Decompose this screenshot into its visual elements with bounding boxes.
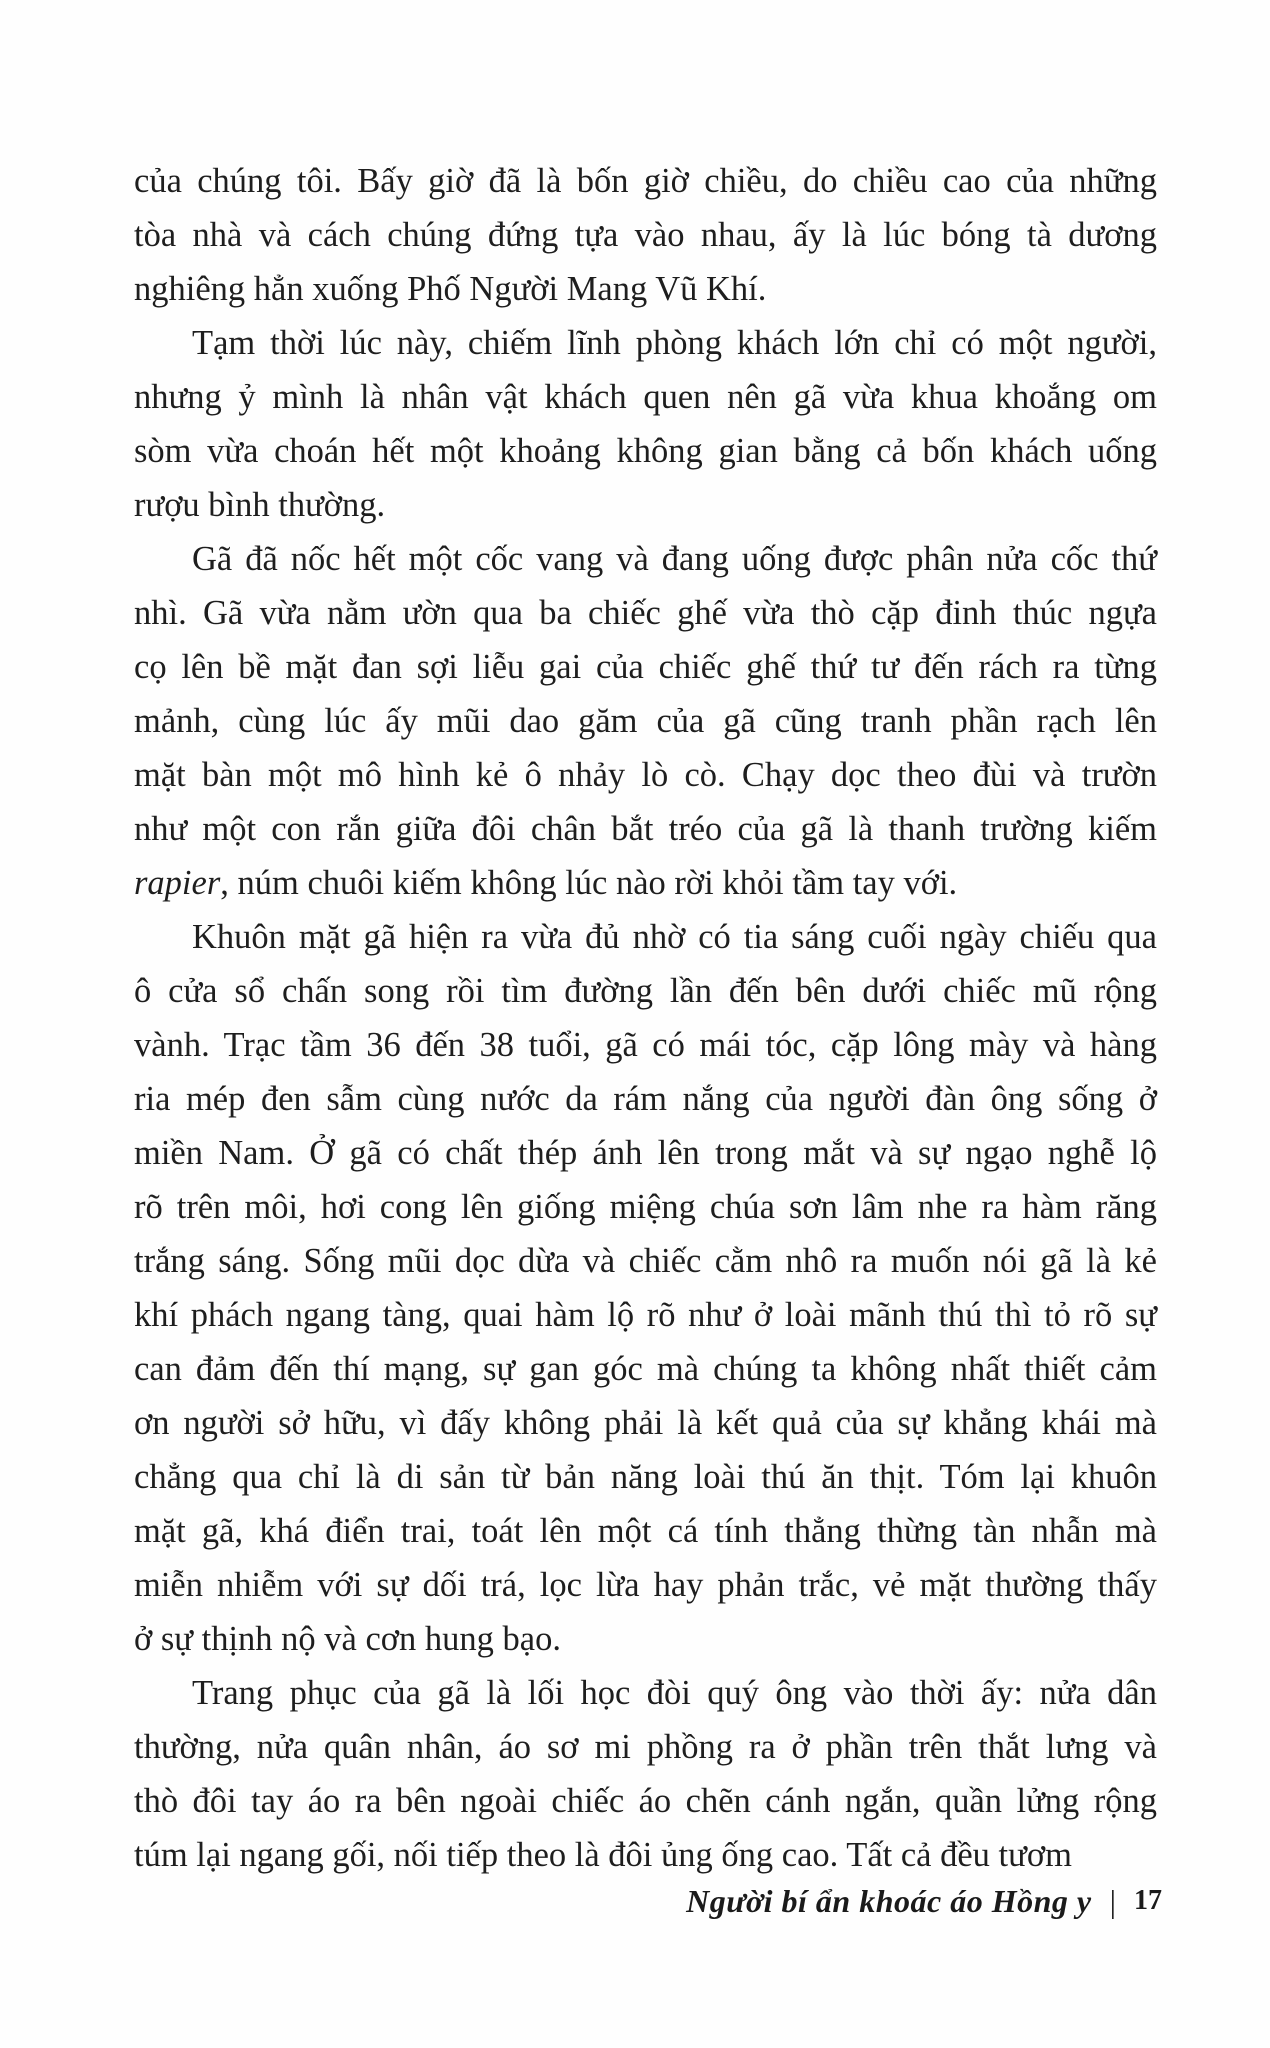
text-line: ơn người sở hữu, vì đấy không phải là kết quả của sự khẳng khái mà	[134, 1404, 1157, 1442]
paragraph	[134, 154, 1157, 316]
text-line: chẳng qua chỉ là di sản từ bản năng loài thú ăn thịt. Tóm lại khuôn	[134, 1458, 1157, 1496]
text-line: ô cửa sổ chấn song rồi tìm đường lần đến bên dưới chiếc mũ rộng	[134, 972, 1157, 1010]
text-line: mảnh, cùng lúc ấy mũi dao găm của gã cũng tranh phần rạch lên	[134, 702, 1157, 740]
page-number: 17	[1134, 1885, 1162, 1916]
text-line: ria mép đen sẫm cùng nước da rám nắng của người đàn ông sống ở	[134, 1080, 1157, 1118]
text-line: ở sự thịnh nộ và cơn hung bạo.	[134, 1620, 561, 1658]
text-line: tòa nhà và cách chúng đứng tựa vào nhau, ấy là lúc bóng tà dương	[134, 216, 1157, 254]
text-line: miễn nhiễm với sự dối trá, lọc lừa hay phản trắc, vẻ mặt thường thấy	[134, 1566, 1157, 1604]
text-line: như một con rắn giữa đôi chân bắt tréo của gã là thanh trường kiếm	[134, 810, 1157, 848]
text-line: mặt bàn một mô hình kẻ ô nhảy lò cò. Chạy dọc theo đùi và trườn	[134, 756, 1157, 794]
text-line: can đảm đến thí mạng, sự gan góc mà chúng ta không nhất thiết cảm	[134, 1350, 1157, 1388]
text-line: Gã đã nốc hết một cốc vang và đang uống được phân nửa cốc thứ	[192, 540, 1157, 578]
text-line: nhì. Gã vừa nằm ườn qua ba chiếc ghế vừa thò cặp đinh thúc ngựa	[134, 594, 1157, 632]
text-line: miền Nam. Ở gã có chất thép ánh lên trong mắt và sự ngạo nghễ lộ	[134, 1134, 1157, 1172]
text-line: thò đôi tay áo ra bên ngoài chiếc áo chẽn cánh ngắn, quần lửng rộng	[134, 1782, 1157, 1820]
text-line: trắng sáng. Sống mũi dọc dừa và chiếc cằm nhô ra muốn nói gã là kẻ	[134, 1242, 1157, 1280]
paragraph	[134, 1666, 1157, 1882]
running-title: Người bí ẩn khoác áo Hồng y	[686, 1882, 1092, 1919]
text-line: nhưng ỷ mình là nhân vật khách quen nên gã vừa khua khoắng om	[134, 378, 1157, 416]
text-line: Trang phục của gã là lối học đòi quý ông vào thời ấy: nửa dân	[192, 1674, 1157, 1712]
text-line: mặt gã, khá điển trai, toát lên một cá tính thẳng thừng tàn nhẫn mà	[134, 1512, 1157, 1550]
paragraph	[134, 532, 1157, 910]
page-footer	[686, 1876, 1162, 1926]
text-line: rượu bình thường.	[134, 486, 386, 524]
body-text	[134, 154, 1157, 1882]
text-line: rapier, núm chuôi kiếm không lúc nào rời khỏi tầm tay với.	[134, 864, 958, 902]
text-line: túm lại ngang gối, nối tiếp theo là đôi ủng ống cao. Tất cả đều tươm	[134, 1836, 1072, 1874]
text-line: Tạm thời lúc này, chiếm lĩnh phòng khách lớn chỉ có một người,	[192, 324, 1157, 362]
paragraph	[134, 910, 1157, 1666]
text-line: vành. Trạc tầm 36 đến 38 tuổi, gã có mái tóc, cặp lông mày và hàng	[134, 1026, 1157, 1064]
text-line: của chúng tôi. Bấy giờ đã là bốn giờ chiều, do chiều cao của những	[134, 162, 1157, 200]
text-line: khí phách ngang tàng, quai hàm lộ rõ như ở loài mãnh thú thì tỏ rõ sự	[134, 1296, 1157, 1334]
text-line: nghiêng hẳn xuống Phố Người Mang Vũ Khí.	[134, 270, 767, 308]
footer-separator: |	[1109, 1882, 1116, 1919]
text-line: thường, nửa quân nhân, áo sơ mi phồng ra ở phần trên thắt lưng và	[134, 1728, 1157, 1766]
text-line: Khuôn mặt gã hiện ra vừa đủ nhờ có tia sáng cuối ngày chiếu qua	[192, 918, 1157, 956]
text-line: sòm vừa choán hết một khoảng không gian bằng cả bốn khách uống	[134, 432, 1157, 470]
text-line: rõ trên môi, hơi cong lên giống miệng chúa sơn lâm nhe ra hàm răng	[134, 1188, 1157, 1226]
paragraph	[134, 316, 1157, 532]
text-line: cọ lên bề mặt đan sợi liễu gai của chiếc ghế thứ tư đến rách ra từng	[134, 648, 1157, 686]
